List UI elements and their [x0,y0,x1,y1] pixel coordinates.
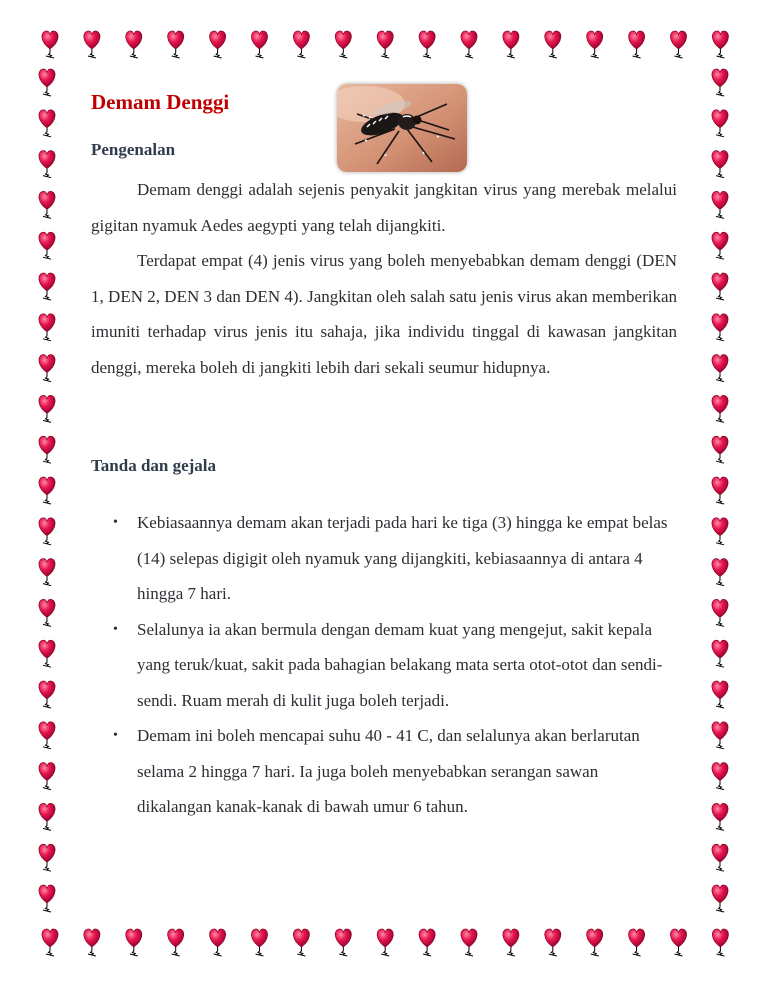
heart-balloon-icon [712,273,728,300]
heart-balloon-icon [126,31,142,58]
page-title: Demam Denggi [91,90,230,114]
heart-balloon-icon [712,803,728,830]
heart-balloon-icon [42,31,58,58]
heart-balloon-icon [39,477,55,504]
heart-balloon-icon [712,844,728,871]
intro-paragraph-1: Demam denggi adalah sejenis penyakit jangkitan virus yang merebak melalui gigitan nyamuk Aedes aegypti yang telah dijangkiti. [91,180,677,235]
heart-balloon-icon [712,110,728,137]
heart-balloon-icon [629,31,645,58]
heart-balloon-icon [39,599,55,626]
heart-balloon-icon [670,929,686,956]
heart-balloon-icon [712,355,728,382]
heart-balloon-icon [39,844,55,871]
intro-paragraph-2: Terdapat empat (4) jenis virus yang boleh menyebabkan demam denggi (DEN 1, DEN 2, DEN 3 dan DEN 4). Jangkitan oleh salah satu jenis virus akan memberikan imuniti terhadap virus jenis itu sahaja, jika individu tinggal di kawasan jangkitan denggi, mereka boleh di jangkiti lebih dari sekali seumur hidupnya. [91,251,677,377]
heart-balloon-icon [168,31,184,58]
heart-balloon-icon [712,929,728,956]
heart-balloon-icon [335,31,351,58]
heart-balloon-icon [377,929,393,956]
heart-balloon-icon [39,151,55,178]
heart-balloon-icon [461,929,477,956]
heart-balloon-icon [377,31,393,58]
heart-balloon-icon [39,110,55,137]
heart-balloon-icon [168,929,184,956]
heart-balloon-icon [587,31,603,58]
heart-balloon-icon [39,69,55,96]
heart-balloon-icon [712,681,728,708]
heart-balloon-icon [42,929,58,956]
intro-heading: Pengenalan [91,140,176,159]
signs-heading: Tanda dan gejala [91,456,217,475]
mosquito-photo [337,84,467,172]
heart-balloon-icon [251,31,267,58]
heart-balloon-icon [712,640,728,667]
heart-balloon-icon [712,436,728,463]
heart-balloon-icon [712,69,728,96]
heart-balloon-icon [126,929,142,956]
heart-balloon-icon [39,803,55,830]
heart-balloon-icon [39,273,55,300]
heart-balloon-icon [39,191,55,218]
heart-balloon-icon [39,559,55,586]
heart-balloon-icon [503,31,519,58]
heart-balloon-icon [39,314,55,341]
heart-balloon-icon [461,31,477,58]
heart-balloon-icon [712,722,728,749]
heart-balloon-icon [712,232,728,259]
list-item: • Kebiasaannya demam akan terjadi pada hari ke tiga (3) hingga ke empat belas (14) selepas digigit oleh nyamuk yang dijangkiti, kebiasaannya di antara 4 hingga 7 hari. [91,505,677,612]
heart-balloon-icon [712,885,728,912]
heart-balloon-icon [712,395,728,422]
heart-balloon-icon [39,681,55,708]
heart-balloon-icon [712,559,728,586]
heart-balloon-icon [84,31,100,58]
heart-balloon-icon [39,763,55,790]
heart-balloon-icon [503,929,519,956]
heart-balloon-icon [670,31,686,58]
heart-balloon-icon [712,151,728,178]
bullet-icon: • [113,515,118,530]
heart-balloon-icon [210,929,226,956]
bullet-icon: • [113,728,118,743]
list-item: • Selalunya ia akan bermula dengan demam kuat yang mengejut, sakit kepala yang teruk/kuat, sakit pada bahagian belakang mata serta otot-otot dan sendi-sendi. Ruam merah di kulit juga boleh terjadi. [91,612,677,719]
heart-balloon-icon [39,232,55,259]
heart-balloon-icon [545,31,561,58]
heart-balloon-icon [293,31,309,58]
heart-balloon-icon [712,518,728,545]
heart-balloon-icon [39,436,55,463]
heart-balloon-icon [419,31,435,58]
heart-balloon-icon [712,599,728,626]
heart-balloon-icon [39,640,55,667]
bullet-icon: • [113,621,118,637]
heart-balloon-icon [335,929,351,956]
heart-balloon-icon [293,929,309,956]
heart-balloon-icon [84,929,100,956]
heart-balloon-icon [712,191,728,218]
heart-balloon-icon [712,314,728,341]
list-item: • Demam ini boleh mencapai suhu 40 - 41 C, dan selalunya akan berlarutan selama 2 hingga 7 hari. Ia juga boleh menyebabkan serangan sawan dikalangan kanak-kanak di bawah umur 6 tahun. [91,718,677,825]
heart-balloon-icon [587,929,603,956]
heart-balloon-icon [629,929,645,956]
heart-balloon-icon [39,722,55,749]
heart-balloon-icon [39,518,55,545]
symptom-list [91,505,677,825]
heart-balloon-icon [39,395,55,422]
heart-balloon-icon [419,929,435,956]
heart-balloon-icon [712,477,728,504]
heart-balloon-icon [39,355,55,382]
heart-balloon-icon [712,31,728,58]
heart-balloon-icon [251,929,267,956]
heart-balloon-icon [545,929,561,956]
heart-balloon-icon [712,763,728,790]
heart-balloon-icon [39,885,55,912]
heart-balloon-icon [210,31,226,58]
